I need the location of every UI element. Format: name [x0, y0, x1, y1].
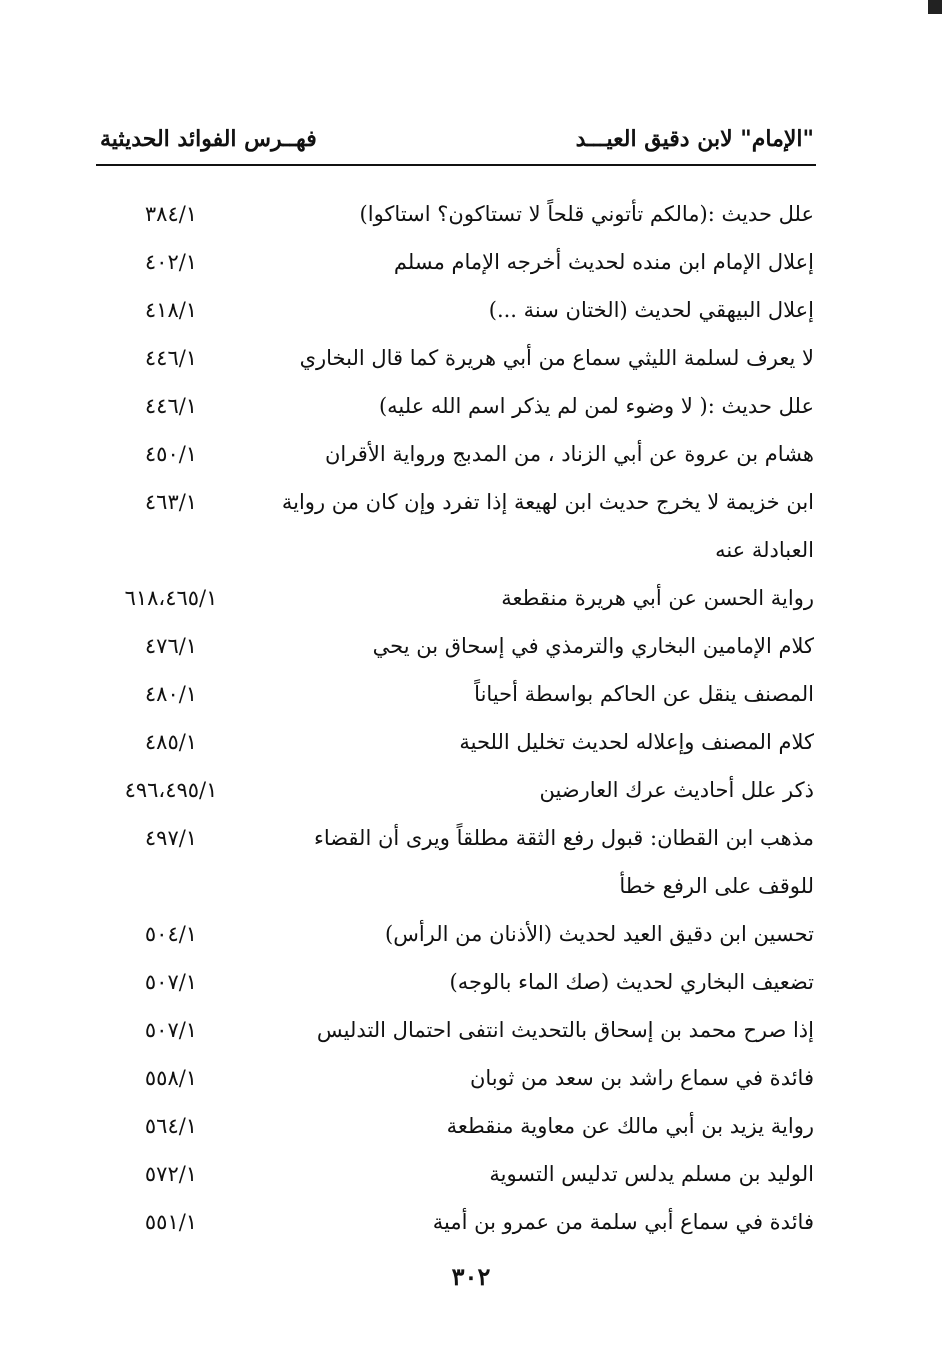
entry-text: لا يعرف لسلمة الليثي سماع من أبي هريرة كما قال البخاري — [299, 346, 814, 370]
entry-text: إعلال الإمام ابن منده لحديث أخرجه الإمام مسلم — [393, 250, 814, 274]
entry-text: مذهب ابن القطان: قبول رفع الثقة مطلقاً ويرى أن القضاء — [313, 826, 814, 850]
entry-page-ref: ٦١٨،٤٦٥/١ — [124, 586, 218, 610]
index-entry — [96, 962, 814, 1010]
entry-page-ref: ٥٠٧/١ — [144, 1018, 198, 1042]
index-entry — [96, 290, 814, 338]
entry-page-ref: ٥٧٢/١ — [144, 1162, 198, 1186]
entry-page-ref: ٤٧٦/١ — [144, 634, 198, 658]
entry-page-ref: ٤٤٦/١ — [144, 394, 198, 418]
index-entry — [96, 482, 814, 530]
index-entry — [96, 818, 814, 866]
index-entry — [96, 1058, 814, 1106]
entry-page-ref: ٤٩٦،٤٩٥/١ — [124, 778, 218, 802]
entry-text: فائدة في سماع راشد بن سعد من ثوبان — [469, 1066, 814, 1090]
page-header — [100, 126, 814, 160]
entry-page-ref: ٥٠٧/١ — [144, 970, 198, 994]
index-entry — [96, 338, 814, 386]
index-entry — [96, 242, 814, 290]
index-entry — [96, 626, 814, 674]
index-title: فهــرس الفوائد الحديثية — [100, 126, 317, 152]
entry-text: المصنف ينقل عن الحاكم بواسطة أحياناً — [474, 682, 814, 706]
entry-page-ref: ٤٤٦/١ — [144, 346, 198, 370]
page-number: ٣٠٢ — [451, 1262, 491, 1291]
scan-edge-mark — [928, 0, 942, 14]
entry-text: فائدة في سماع أبي سلمة من عمرو بن أمية — [432, 1210, 814, 1234]
entry-page-ref: ٥٥٨/١ — [144, 1066, 198, 1090]
entry-text: تضعيف البخاري لحديث (صك الماء بالوجه) — [449, 970, 814, 994]
index-entry — [96, 914, 814, 962]
entry-text: علل حديث :( لا وضوء لمن لم يذكر اسم الله عليه) — [378, 394, 814, 418]
index-entry — [96, 674, 814, 722]
entry-text: تحسين ابن دقيق العيد لحديث (الأذنان من الرأس) — [385, 922, 814, 946]
entry-text: الوليد بن مسلم يدلس تدليس التسوية — [489, 1162, 814, 1186]
book-title: "الإمام" لابن دقيق العيـــد — [575, 126, 814, 152]
index-entry — [96, 578, 814, 626]
index-entry — [96, 1154, 814, 1202]
entry-page-ref: ٤٥٠/١ — [144, 442, 198, 466]
entry-page-ref: ٥٦٤/١ — [144, 1114, 198, 1138]
entry-page-ref: ٤٨٥/١ — [144, 730, 198, 754]
index-entry — [96, 722, 814, 770]
entry-text: رواية الحسن عن أبي هريرة منقطعة — [501, 586, 814, 610]
entry-text: ابن خزيمة لا يخرج حديث ابن لهيعة إذا تفرد وإن كان من رواية — [281, 490, 814, 514]
index-entry — [96, 770, 814, 818]
entry-page-ref: ٥٠٤/١ — [144, 922, 198, 946]
entry-text: إعلال البيهقي لحديث (الختان سنة ...) — [488, 298, 814, 322]
entry-page-ref: ٥٥١/١ — [144, 1210, 198, 1234]
entry-text: العبادلة عنه — [715, 538, 814, 562]
entry-page-ref: ٤٩٧/١ — [144, 826, 198, 850]
entry-page-ref: ٣٨٤/١ — [144, 202, 198, 226]
index-entry — [96, 1202, 814, 1250]
entry-page-ref: ٤١٨/١ — [144, 298, 198, 322]
entry-text: ذكر علل أحاديث عرك العارضين — [539, 778, 814, 802]
entry-text: إذا صرح محمد بن إسحاق بالتحديث انتفى احتمال التدليس — [316, 1018, 814, 1042]
entry-page-ref: ٤٠٢/١ — [144, 250, 198, 274]
entry-text: علل حديث :(مالكم تأتوني قلحاً لا تستاكون؟ استاكوا) — [359, 202, 814, 226]
index-entries — [96, 194, 814, 1250]
header-divider — [96, 164, 816, 166]
index-entry — [96, 866, 814, 914]
entry-text: كلام الإمامين البخاري والترمذي في إسحاق بن يحي — [372, 634, 814, 658]
index-entry — [96, 530, 814, 578]
index-entry — [96, 194, 814, 242]
entry-page-ref: ٤٦٣/١ — [144, 490, 198, 514]
index-entry — [96, 434, 814, 482]
entry-text: رواية يزيد بن أبي مالك عن معاوية منقطعة — [446, 1114, 814, 1138]
entry-text: هشام بن عروة عن أبي الزناد ، من المدبج ورواية الأقران — [324, 442, 814, 466]
index-entry — [96, 386, 814, 434]
entry-text: كلام المصنف وإعلاله لحديث تخليل اللحية — [459, 730, 814, 754]
index-entry — [96, 1010, 814, 1058]
entry-page-ref: ٤٨٠/١ — [144, 682, 198, 706]
entry-text: للوقف على الرفع خطأ — [619, 874, 814, 898]
index-entry — [96, 1106, 814, 1154]
